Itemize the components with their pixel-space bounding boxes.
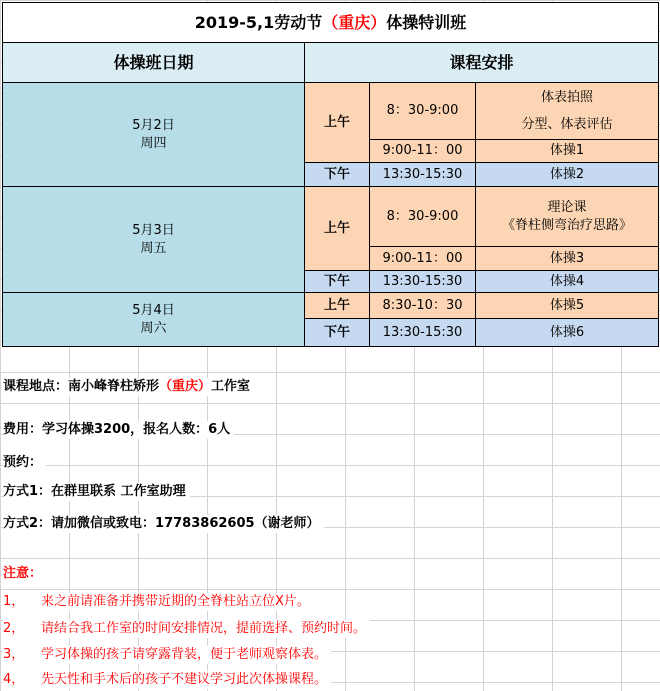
day-2-date: 5月3日 xyxy=(132,222,175,238)
day-3-pm-slot-time: 13:30-15:30 xyxy=(370,319,476,347)
day-2-am-slot-2-content: 体操3 xyxy=(476,247,659,271)
day-3-weekday: 周六 xyxy=(140,320,167,336)
day-2-am-slot-1-content xyxy=(476,187,659,247)
day-1-date-cell xyxy=(3,83,305,187)
day-3-date: 5月4日 xyxy=(132,302,175,318)
day-1-pm-slot-content: 体操2 xyxy=(476,163,659,187)
booking-method-1-text: 方式1：在群里联系 工作室助理 xyxy=(3,484,186,499)
day-2-am-slot-1-line-2: 《脊柱侧弯治疗思路》 xyxy=(501,217,632,233)
note-1-text: 来之前请准备并携带近期的全脊柱站立位X片。 xyxy=(41,594,310,609)
day-1-pm-label: 下午 xyxy=(305,163,370,187)
location-suffix: 工作室 xyxy=(211,379,251,394)
note-1-number: 1， xyxy=(3,594,25,609)
day-1-am-slot-2-time: 9:00-11：00 xyxy=(370,140,476,163)
day-2-am-slot-2-time: 9:00-11：00 xyxy=(370,247,476,271)
booking-label: 预约： xyxy=(3,454,46,472)
schedule-column-header: 课程安排 xyxy=(305,43,659,83)
day-1-pm-slot-time: 13:30-15:30 xyxy=(370,163,476,187)
page-title xyxy=(3,3,659,43)
booking-method-2 xyxy=(3,515,324,533)
note-2-number: 2， xyxy=(3,621,25,636)
title-suffix: 体操特训班 xyxy=(386,12,467,32)
notes-heading: 注意： xyxy=(3,565,46,583)
day-1-am-slot-1-content xyxy=(476,83,659,140)
note-4-number: 4， xyxy=(3,672,25,687)
day-2-pm-label: 下午 xyxy=(305,271,370,293)
day-1-am-slot-1-time: 8：30-9:00 xyxy=(370,83,476,140)
day-3-am-label: 上午 xyxy=(305,293,370,319)
note-item-1 xyxy=(3,593,314,611)
day-3-pm-slot-content: 体操6 xyxy=(476,319,659,347)
day-3-date-cell xyxy=(3,293,305,347)
note-item-4 xyxy=(3,671,331,689)
day-3-pm-label: 下午 xyxy=(305,319,370,347)
booking-method-1 xyxy=(3,483,190,501)
note-item-3 xyxy=(3,646,331,664)
booking-method-2-text: 方式2：请加微信或致电：17783862605（谢老师） xyxy=(3,516,320,531)
day-1-date: 5月2日 xyxy=(132,117,175,133)
location-city: （重庆） xyxy=(159,379,212,394)
schedule-table xyxy=(2,2,659,347)
day-1-am-slot-2-content: 体操1 xyxy=(476,140,659,163)
day-2-weekday: 周五 xyxy=(140,240,167,256)
location-prefix: 课程地点：南小峰脊柱矫形 xyxy=(3,379,160,394)
day-2-am-slot-1-line-1: 理论课 xyxy=(547,199,587,215)
fee-line: 费用：学习体操3200，报名人数：6人 xyxy=(3,421,234,439)
day-3-am-slot-content: 体操5 xyxy=(476,293,659,319)
day-3-am-slot-time: 8:30-10：30 xyxy=(370,293,476,319)
title-prefix: 2019-5,1劳动节 xyxy=(194,12,323,32)
day-2-date-cell xyxy=(3,187,305,293)
day-1-am-label: 上午 xyxy=(305,83,370,163)
day-1-am-slot-1-line-1: 体表拍照 xyxy=(540,89,593,105)
location-line xyxy=(3,378,254,396)
day-1-weekday: 周四 xyxy=(140,135,167,151)
note-3-text: 学习体操的孩子请穿露背装，便于老师观察体表。 xyxy=(41,647,328,662)
note-item-2 xyxy=(3,620,370,638)
day-2-am-label: 上午 xyxy=(305,187,370,271)
day-2-pm-slot-time: 13:30-15:30 xyxy=(370,271,476,293)
day-1-am-slot-1-line-2: 分型、体表评估 xyxy=(521,116,613,132)
date-column-header: 体操班日期 xyxy=(3,43,305,83)
note-2-text: 请结合我工作室的时间安排情况，提前选择、预约时间。 xyxy=(41,621,367,636)
day-2-am-slot-1-time: 8：30-9:00 xyxy=(370,187,476,247)
day-2-pm-slot-content: 体操4 xyxy=(476,271,659,293)
title-city: （重庆） xyxy=(322,12,387,32)
note-3-number: 3， xyxy=(3,647,25,662)
note-4-text: 先天性和手术后的孩子不建议学习此次体操课程。 xyxy=(41,672,328,687)
